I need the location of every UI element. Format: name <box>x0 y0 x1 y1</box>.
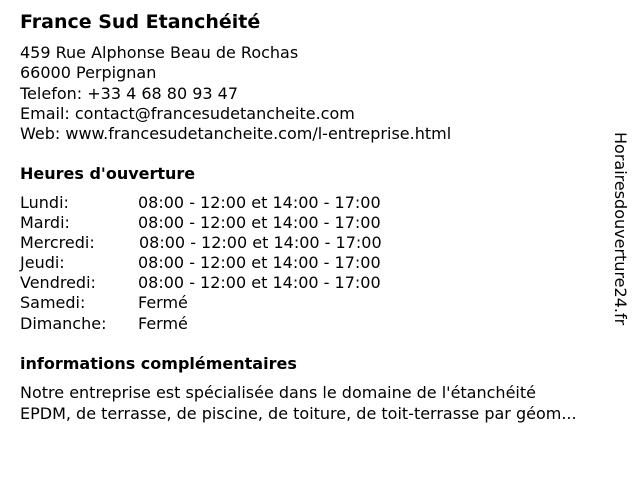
day-hours: 08:00 - 12:00 et 14:00 - 17:00 <box>138 253 381 273</box>
day-hours: Fermé <box>138 293 188 313</box>
hours-heading: Heures d'ouverture <box>20 164 196 183</box>
info-line-2: EPDM, de terrasse, de piscine, de toiture, de toit-terrasse par géom... <box>20 403 577 423</box>
email-line: Email: contact@francesudetancheite.com <box>20 103 355 123</box>
info-line-1: Notre entreprise est spécialisée dans le domaine de l'étanchéité <box>20 383 536 402</box>
business-name: France Sud Etanchéité <box>20 11 261 33</box>
day-hours: 08:00 - 12:00 et 14:00 - 17:00 <box>138 273 381 293</box>
watermark-text: Horairesdouverture24.fr <box>611 132 630 326</box>
day-label: Lundi: <box>20 193 69 212</box>
website-line: Web: www.francesudetancheite.com/l-entreprise.html <box>20 124 452 144</box>
contact-block <box>20 43 451 144</box>
info-text <box>20 383 577 424</box>
address-street: 459 Rue Alphonse Beau de Rochas <box>20 43 299 62</box>
day-label: Dimanche: <box>20 313 107 333</box>
day-label: Samedi: <box>20 293 86 313</box>
day-label: Jeudi: <box>20 253 65 273</box>
day-hours: 08:00 - 12:00 et 14:00 - 17:00 <box>139 233 382 253</box>
info-heading: informations complémentaires <box>20 354 297 373</box>
day-label: Mercredi: <box>20 233 95 253</box>
day-hours: Fermé <box>138 313 188 333</box>
day-hours: 08:00 - 12:00 et 14:00 - 17:00 <box>138 213 381 233</box>
address-city: 66000 Perpignan <box>20 63 157 83</box>
day-hours: 08:00 - 12:00 et 14:00 - 17:00 <box>138 193 381 212</box>
phone-line: Telefon: +33 4 68 80 93 47 <box>20 83 239 103</box>
day-label: Vendredi: <box>20 273 96 293</box>
day-label: Mardi: <box>20 213 70 233</box>
